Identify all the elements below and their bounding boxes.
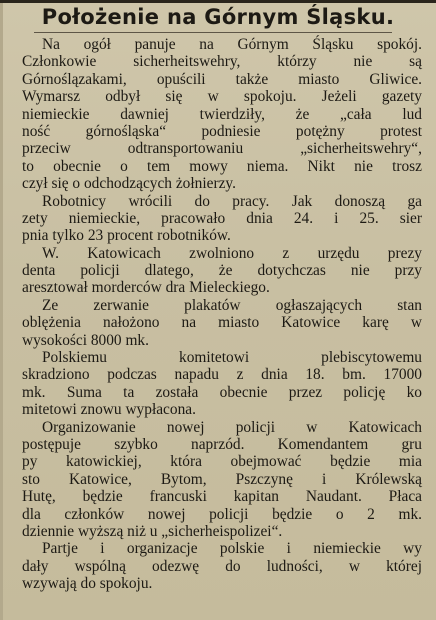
text-line: denta policji dlatego, że dotychczas nie przy bbox=[22, 262, 422, 280]
text-line: Górnoślązakami, opuścili także miasto Gliwice. bbox=[22, 70, 422, 88]
text-line: wzywają do spokoju. bbox=[22, 575, 153, 593]
text-line: oblężenia nałożono na miasto Katowice karę w bbox=[22, 314, 422, 332]
text-line: przeciw odtransportowaniu „sicherheitswehry“, bbox=[22, 140, 422, 158]
text-line: to obecnie o tem mowy niema. Nikt nie trosz bbox=[22, 157, 422, 175]
article-body bbox=[22, 36, 422, 593]
headline: Położenie na Górnym Śląsku. bbox=[41, 5, 395, 29]
text-line: sto Katowice, Bytom, Pszczynę i Królewską bbox=[22, 470, 422, 488]
text-line: W. Katowicach zwolniono z urzędu prezy bbox=[42, 244, 422, 262]
text-line: zety niemieckie, pracowało dnia 24. i 25. sier bbox=[22, 209, 422, 227]
text-line: Wymarsz odbył się w spokoju. Jeżeli gazety bbox=[22, 88, 422, 106]
text-line: mitetowi znowu wypłacona. bbox=[22, 401, 196, 419]
text-line: mk. Suma ta została obecnie przez policję ko bbox=[22, 383, 422, 401]
text-line: dziennie wyższą niż u „sicherheispolizei“. bbox=[22, 522, 283, 540]
text-line: skradziono podczas napadu z dnia 18. bm. 17000 bbox=[22, 366, 422, 384]
text-line: py katowickiej, która obejmować będzie mia bbox=[22, 453, 422, 471]
text-line: Na ogół panuje na Górnym Śląsku spokój. bbox=[42, 36, 422, 53]
headline-rule bbox=[34, 32, 392, 33]
text-line: aresztował morderców dra Mieleckiego. bbox=[22, 279, 270, 297]
paper-edge bbox=[0, 0, 3, 620]
paragraph bbox=[22, 36, 422, 193]
paragraph bbox=[22, 297, 422, 349]
text-line: Ze zerwanie plakatów ogłaszających stan bbox=[42, 296, 422, 314]
text-line: Robotnicy wrócili do pracy. Jak donoszą ga bbox=[42, 192, 422, 210]
text-line: Członkowie sicherheitswehry, którzy nie są bbox=[22, 53, 422, 71]
text-line: Polskiemu komitetowi plebiscytowemu bbox=[42, 349, 422, 367]
text-line: dla członków nowej policji będzie o 2 mk. bbox=[22, 505, 422, 523]
paragraph bbox=[22, 349, 422, 419]
paragraph bbox=[22, 419, 422, 541]
paragraph bbox=[22, 540, 422, 592]
text-line: dały wspólną odezwę do ludności, w której bbox=[22, 557, 422, 575]
paragraph bbox=[22, 245, 422, 297]
text-line: postępuje szybko naprzód. Komendantem gru bbox=[22, 435, 422, 453]
text-line: niemieckie dawniej twierdziły, że „cała lud bbox=[22, 105, 422, 123]
text-line: czył się o odchodzących żołnierzy. bbox=[22, 175, 236, 193]
text-line: ność górnośląska“ podniesie potężny protest bbox=[22, 122, 422, 140]
paragraph bbox=[22, 193, 422, 245]
text-line: Partje i organizacje polskie i niemieckie wy bbox=[42, 540, 422, 558]
text-line: Hutę, będzie francuski kapitan Naudant. Płaca bbox=[22, 488, 422, 506]
text-line: wysokości 8000 mk. bbox=[22, 331, 149, 349]
text-line: Organizowanie nowej policji w Katowicach bbox=[42, 418, 422, 436]
text-line: pnia tylko 23 procent robotników. bbox=[22, 227, 231, 245]
